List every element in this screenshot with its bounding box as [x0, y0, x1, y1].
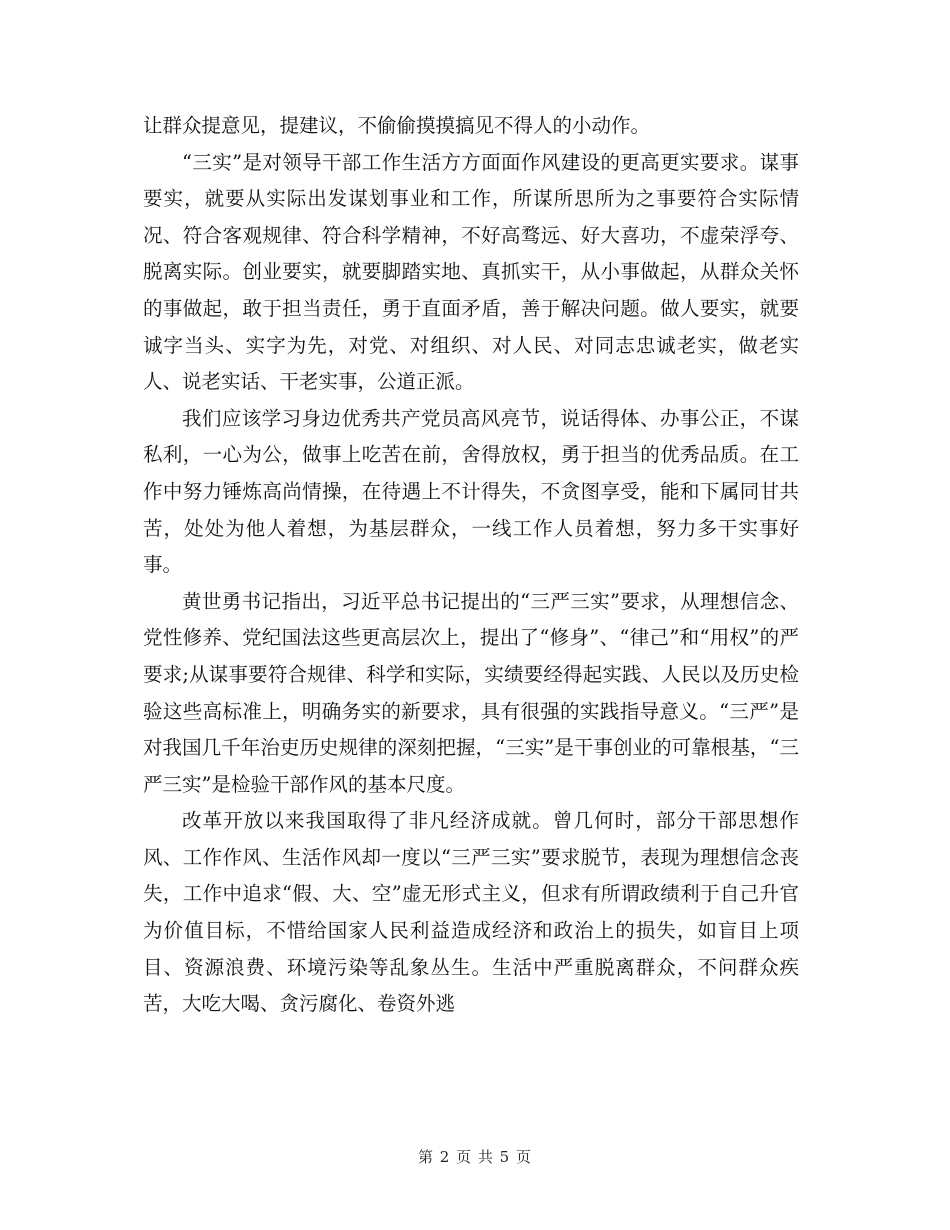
paragraph-5: 改革开放以来我国取得了非凡经济成就。曾几何时，部分干部思想作风、工作作风、生活作风却一度以“三严三实”要求脱节，表现为理想信念丧失，工作中追求“假、大、空”虚无形式主义，但求有所谓政绩利于自己升官为价值目标，不惜给国家人民利益造成经济和政治上的损失，如盲目上项目、资源浪费、环境污染等乱象丛生。生活中严重脱离群众，不问群众疾苦，大吃大喝、贪污腐化、卷资外逃 — [143, 809, 799, 1016]
paragraph-1: 让群众提意见，提建议，不偷偷摸摸搞见不得人的小动作。 — [143, 114, 651, 137]
paragraph-2: “三实”是对领导干部工作生活方方面面作风建设的更高更实要求。谋事要实，就要从实际出发谋划事业和工作，所谋所思所为之事要符合实际情况、符合客观规律、符合科学精神，不好高骛远、好大喜功，不虚荣浮夸、脱离实际。创业要实，就要脚踏实地、真抓实干，从小事做起，从群众关怀的事做起，敢于担当责任，勇于直面矛盾，善于解决问题。做人要实，就要诚字当头、实字为先，对党、对组织、对人民、对同志忠诚老实，做老实人、说老实话、干老实事，公道正派。 — [143, 150, 799, 394]
paragraph-4: 黄世勇书记指出，习近平总书记提出的“三严三实”要求，从理想信念、党性修养、党纪国法这些更高层次上，提出了“修身”、“律己”和“用权”的严要求;从谋事要符合规律、科学和实际，实绩要经得起实践、人民以及历史检验这些高标准上，明确务实的新要求，具有很强的实践指导意义。“三严”是对我国几千年治吏历史规律的深刻把握，“三实”是干事创业的可靠根基，“三严三实”是检验干部作风的基本尺度。 — [143, 589, 799, 796]
paragraph-3: 我们应该学习身边优秀共产党员高风亮节，说话得体、办事公正，不谋私利，一心为公，做事上吃苦在前，舍得放权，勇于担当的优秀品质。在工作中努力锤炼高尚情操，在待遇上不计得失，不贪图享受，能和下属同甘共苦，处处为他人着想，为基层群众，一线工作人员着想，努力多干实事好事。 — [143, 406, 799, 577]
document-body — [143, 108, 799, 1023]
page-number-footer: 第 2 页 共 5 页 — [418, 1148, 532, 1166]
